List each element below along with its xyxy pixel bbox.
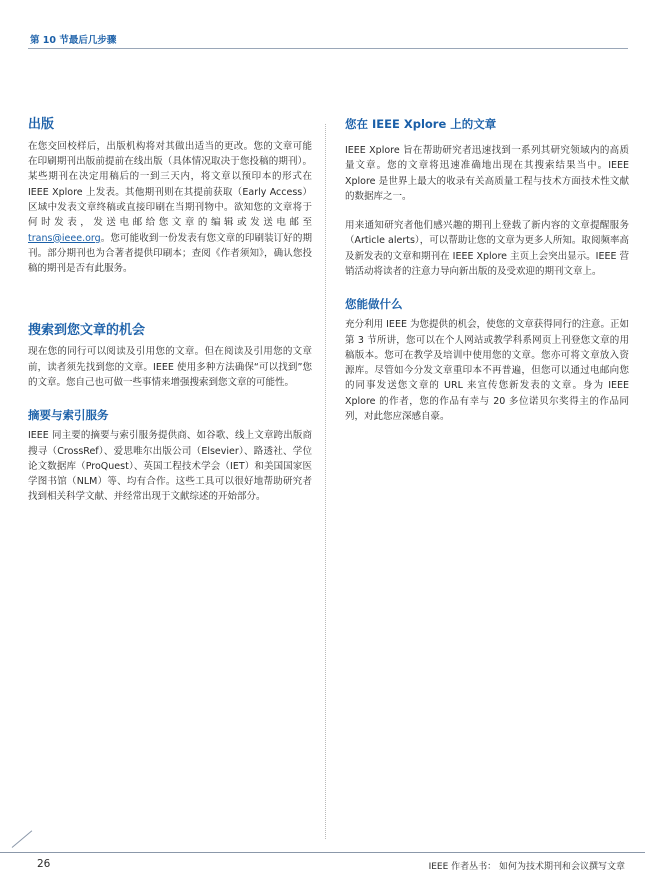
abstracting-heading: 摘要与索引服务 xyxy=(28,408,109,423)
search-section xyxy=(28,323,312,391)
footer-rule xyxy=(0,852,645,853)
publish-section xyxy=(28,117,312,277)
abstracting-paragraph: IEEE 同主要的摘要与索引服务提供商、如谷歌、线上文章跨出版商搜寻（CrossRef）、爱思唯尔出版公司（Elsevier）、路透社、学位论文数据库（ProQuest）、英国工程技术学会（IET）和美国国家医学图书馆（NLM）等、均有合作。这些工具可以很好地帮助研究者找到相关科学文献、并经常出现于文献综述的开始部分。 xyxy=(28,430,312,503)
column-divider xyxy=(325,124,326,839)
abstracting-section xyxy=(28,408,312,504)
xplore-section xyxy=(345,117,629,279)
cando-paragraph: 充分利用 IEEE 为您提供的机会，使您的文章获得同行的注意。正如第 3 节所讲，您可以在个人网站或教学科系网页上刊登您文章的用稿版本。您可在教学及培训中使用您的文章。您亦可将文章放入资源库。尽管如今分发文章重印本不再普遍，但您可以通过电邮向您的同事发送您文章的 URL 来宣传您新发表的文章。身为 IEEE Xplore 的作者，您的作品有幸与 20 多位诺贝尔奖得主的作品同列，对此您应深感自豪。 xyxy=(345,319,629,423)
series-title: IEEE 作者丛书： 如何为技术期刊和会议撰写文章 xyxy=(428,862,625,872)
xplore-heading: 您在 IEEE Xplore 上的文章 xyxy=(345,117,497,131)
xplore-paragraph-1: IEEE Xplore 旨在帮助研究者迅速找到一系列其研究领域内的高质量文章。您的文章将迅速准确地出现在其搜索结果当中。IEEE Xplore 是世界上最大的收录有关高质量工程与技术方面技术性文献的数据库之一。 xyxy=(345,144,629,202)
header-rule xyxy=(28,48,628,49)
publish-text-after-link: 。您可能收到一份发表有您文章的印刷装订好的期刊。部分期刊也为合著者提供印刷本；查阅《作者须知》，确认您投稿的期刊是否有此服务。 xyxy=(28,232,312,275)
page-number: 26 xyxy=(37,858,51,870)
footer-corner-stroke xyxy=(12,830,33,847)
publish-heading: 出版 xyxy=(28,117,55,132)
left-column xyxy=(28,117,312,505)
right-column xyxy=(345,117,629,424)
publish-paragraph xyxy=(28,139,312,277)
cando-heading: 您能做什么 xyxy=(345,297,403,312)
search-heading: 搜索到您文章的机会 xyxy=(28,322,146,338)
publish-text-before-link: 在您交回校样后，出版机构将对其做出适当的更改。您的文章可能在印刷期刊出版前提前在线出版（具体情况取决于您投稿的期刊）。某些期刊在决定用稿后的一到三天内，将文章以预印本的形式在 IEEE Xplore 上发表。其他期刊则在其提前获取（Early Access）区域中发表文章终稿或直接印刷在当期刊物中。欲知您的文章将于何时发表，发送电邮给您文章的编辑或发送电邮至 xyxy=(28,140,312,229)
search-paragraph: 现在您的同行可以阅读及引用您的文章。但在阅读及引用您的文章前，读者须先找到您的文章。IEEE 使用多种方法确保“可以找到”您的文章。您自己也可做一些事情来增强搜索到您文章的可能性。 xyxy=(28,346,312,389)
cando-section xyxy=(345,297,629,424)
email-link[interactable]: trans@ieee.org xyxy=(28,232,101,244)
section-header: 第 10 节最后几步骤 xyxy=(30,35,117,46)
xplore-paragraph-2: 用来通知研究者他们感兴趣的期刊上登载了新内容的文章提醒服务（Article alerts），可以帮助让您的文章为更多人所知。取阅频率高及新发表的文章和期刊在 IEEE Xplore 主页上会突出显示。IEEE 营销活动将读者的注意力导向新出版的及受欢迎的期刊文章上。 xyxy=(345,220,629,278)
